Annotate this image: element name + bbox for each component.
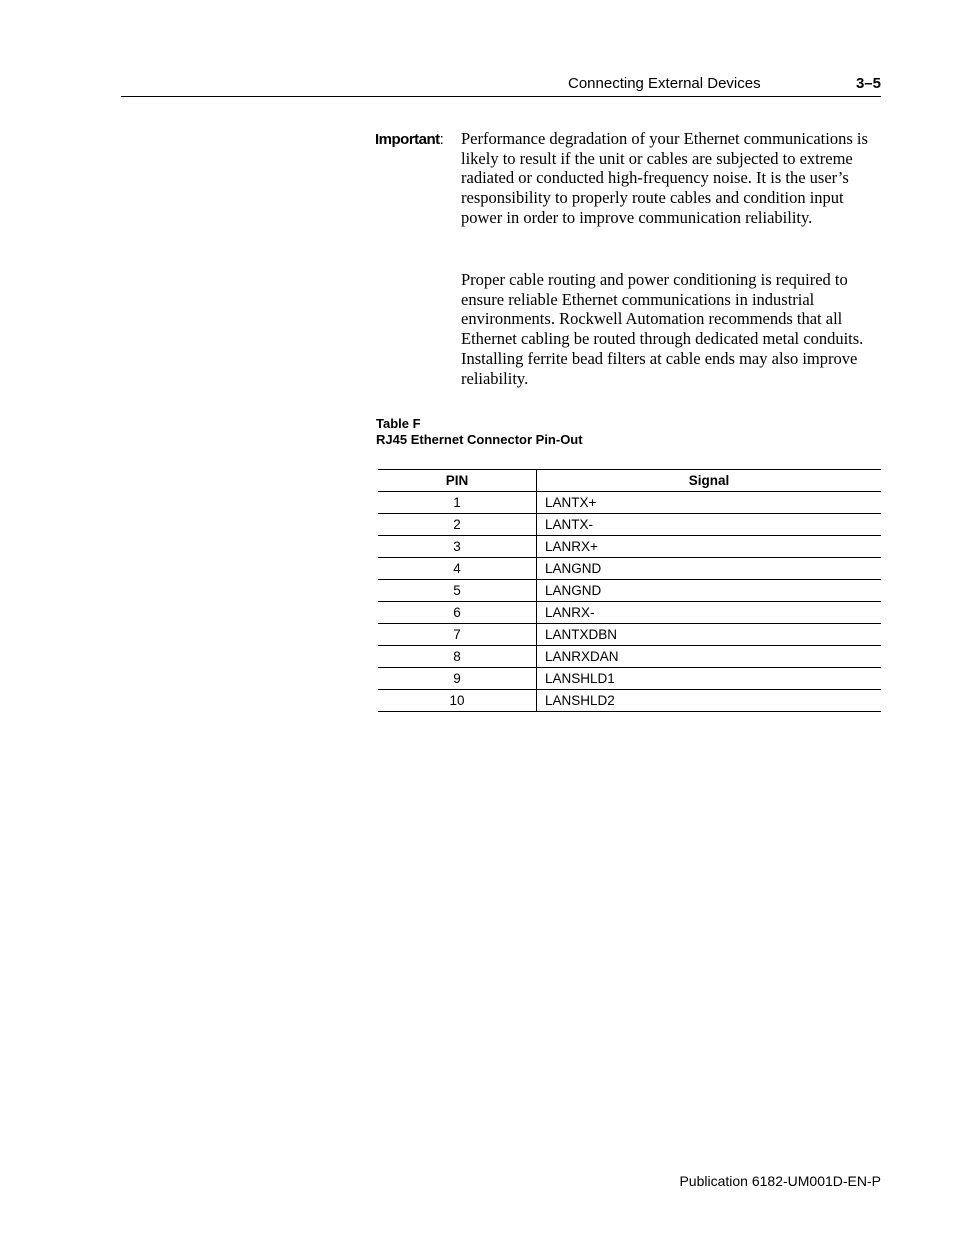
pin-cell: 9 [378,668,537,690]
pin-cell: 2 [378,514,537,536]
important-paragraph-2: Proper cable routing and power conditioning is required to ensure reliable Ethernet communications in industrial environments. Rockwell Automation recommends that all Ethernet cabling be routed through dedicated metal conduits. Installing ferrite bead filters at cable ends may also improve reliability. [461,270,864,388]
pinout-table [378,469,881,712]
signal-cell: LANRX- [537,602,882,624]
table-row [378,492,881,514]
table-caption-title: RJ45 Ethernet Connector Pin-Out [376,432,583,447]
signal-cell: LANTXDBN [537,624,882,646]
table-row [378,580,881,602]
table-row [378,690,881,712]
column-header-pin: PIN [378,470,537,492]
column-header-signal: Signal [537,470,882,492]
important-label-text: Important [375,131,440,148]
pin-cell: 5 [378,580,537,602]
pin-cell: 6 [378,602,537,624]
table-row [378,536,881,558]
signal-cell: LANSHLD2 [537,690,882,712]
table-row [378,668,881,690]
pin-cell: 10 [378,690,537,712]
signal-cell: LANGND [537,558,882,580]
signal-cell: LANGND [537,580,882,602]
table-row [378,624,881,646]
table-caption-number: Table F [376,416,421,431]
table-row [378,646,881,668]
page-number: 3–5 [855,75,881,92]
important-paragraph-1: Performance degradation of your Ethernet communications is likely to result if the unit or cables are subjected to extreme radiated or conducted high-frequency noise. It is the user’s responsibility to properly route cables and condition input power in order to improve communication reliability. [461,129,868,227]
signal-cell: LANTX+ [537,492,882,514]
table-row [378,558,881,580]
table-header-row [378,470,881,492]
signal-cell: LANTX- [537,514,882,536]
publication-footer: Publication 6182-UM001D-EN-P [679,1173,881,1189]
table-row [378,602,881,624]
pin-cell: 1 [378,492,537,514]
pin-cell: 3 [378,536,537,558]
signal-cell: LANSHLD1 [537,668,882,690]
header-rule [121,96,881,97]
pin-cell: 7 [378,624,537,646]
signal-cell: LANRX+ [537,536,882,558]
running-header-title: Connecting External Devices [568,75,761,92]
signal-cell: LANRXDAN [537,646,882,668]
important-label [375,131,443,148]
important-label-colon: : [439,131,444,148]
table-row [378,514,881,536]
pin-cell: 8 [378,646,537,668]
pin-cell: 4 [378,558,537,580]
